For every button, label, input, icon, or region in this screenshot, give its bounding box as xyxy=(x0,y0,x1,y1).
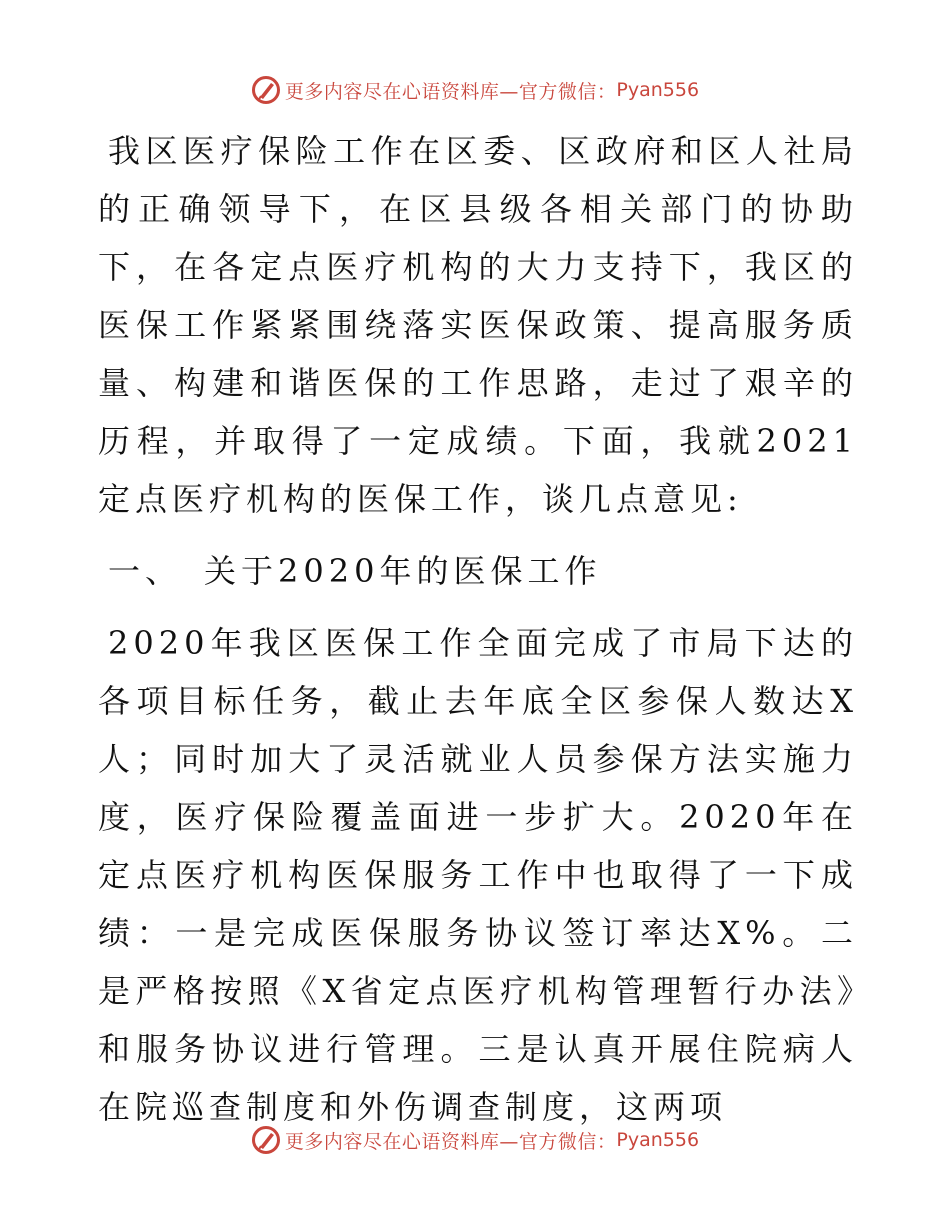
wechat-id: Pyan556 xyxy=(616,1129,700,1151)
quill-pen-logo-icon xyxy=(251,1125,281,1155)
banner-text: 更多内容尽在心语资料库—官方微信： xyxy=(284,1130,617,1153)
header-banner xyxy=(0,70,950,110)
paragraph-2020-summary: 2020年我区医保工作全面完成了市局下达的各项目标任务，截止去年底全区参保人数达X人；同时加大了灵活就业人员参保方法实施力度，医疗保险覆盖面进一步扩大。2020年在定点医疗机构医保服务工作中也取得了一下成绩：一是完成医保服务协议签订率达X%。二是严格按照《X省定点医疗机构管理暂行办法》和服务协议进行管理。三是认真开展住院病人在院巡查制度和外伤调查制度，这两项 xyxy=(98,624,858,1126)
quill-pen-logo-icon xyxy=(251,75,281,105)
footer-banner xyxy=(0,1120,950,1160)
document-body xyxy=(98,122,858,1136)
banner-text: 更多内容尽在心语资料库—官方微信： xyxy=(284,80,617,103)
section-number: 一、 xyxy=(108,552,183,590)
paragraph-intro: 我区医疗保险工作在区委、区政府和区人社局的正确领导下，在区县级各相关部门的协助下，在各定点医疗机构的大力支持下，我区的医保工作紧紧围绕落实医保政策、提高服务质量、构建和谐医保的工作思路，走过了艰辛的历程，并取得了一定成绩。下面，我就2021定点医疗机构的医保工作，谈几点意见: xyxy=(98,132,858,518)
wechat-id: Pyan556 xyxy=(616,79,700,101)
section-heading xyxy=(98,542,858,600)
section-title: 关于2020年的医保工作 xyxy=(204,552,602,590)
